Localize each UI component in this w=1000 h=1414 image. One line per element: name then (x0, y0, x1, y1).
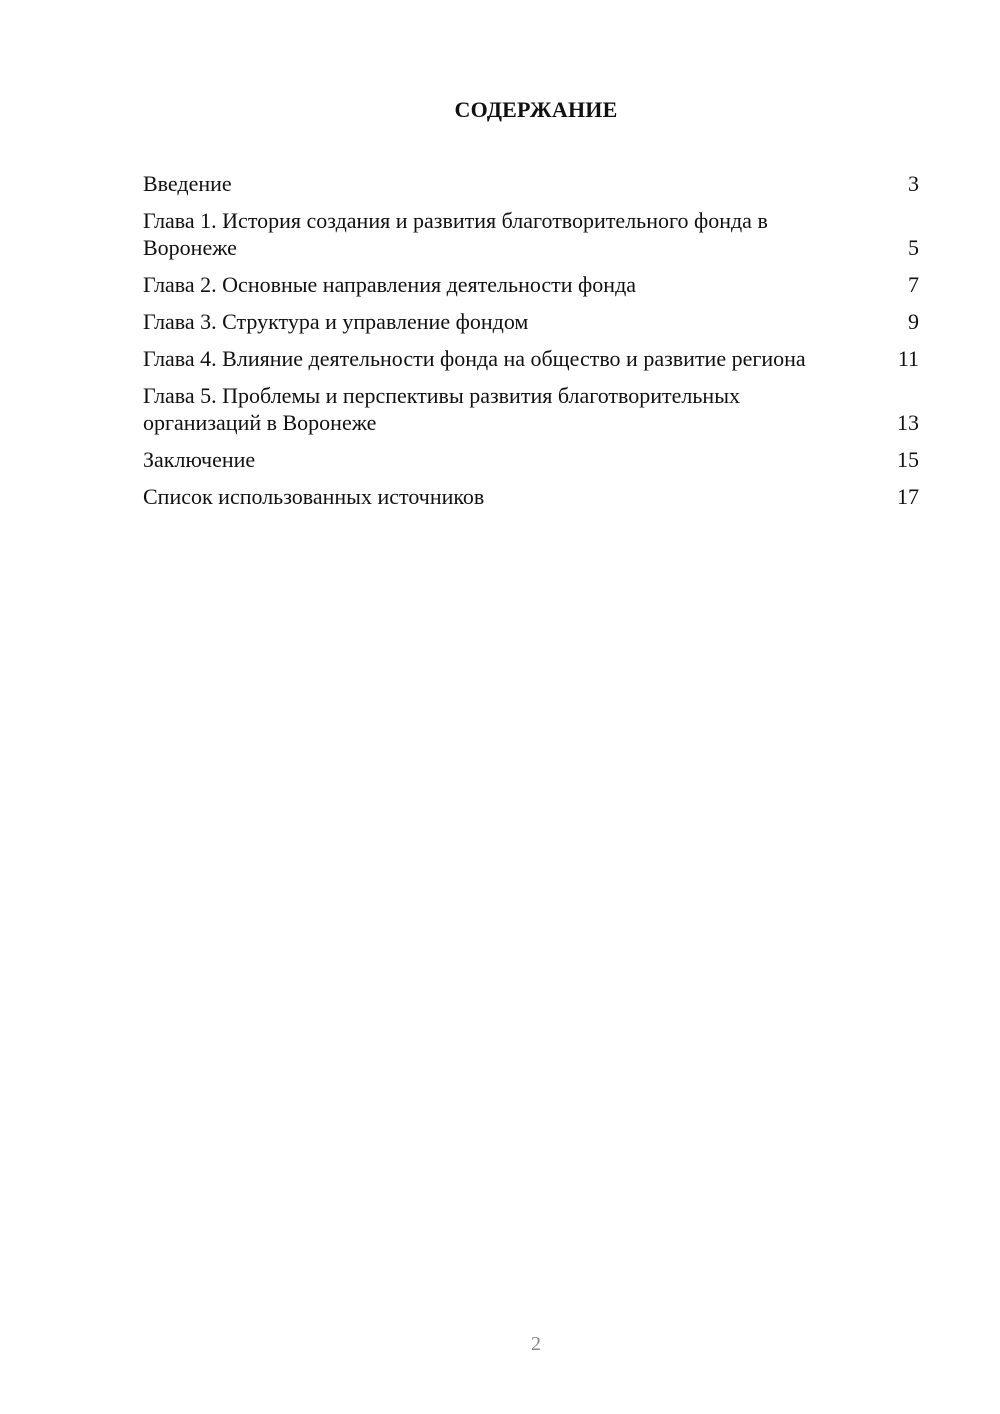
toc-entry-title: Глава 4. Влияние деятельности фонда на общество и развитие региона (143, 346, 806, 371)
toc-entry-references (143, 483, 919, 510)
toc-entry-page: 11 (897, 346, 919, 371)
toc-entry-title: Глава 1. История создания и развития благотворительного фонда в Воронеже (143, 208, 768, 260)
toc-entry-chapter-5 (143, 382, 919, 436)
toc-entry-title: Введение (143, 171, 232, 196)
toc-entry-title: Список использованных источников (143, 484, 485, 509)
toc-entry-chapter-2 (143, 271, 919, 298)
toc-entry-title: Глава 5. Проблемы и перспективы развития благотворительных организаций в Воронеже (143, 383, 740, 435)
toc-entry-page: 3 (908, 171, 919, 196)
toc-entry-page: 9 (908, 309, 919, 334)
page-number: 2 (531, 1333, 541, 1355)
toc-entry-conclusion (143, 446, 919, 473)
toc-entry-page: 5 (908, 235, 919, 260)
toc-entry-introduction (143, 170, 919, 197)
toc-entry-chapter-3 (143, 308, 919, 335)
toc-entry-page: 17 (897, 484, 919, 509)
toc-entry-page: 13 (897, 410, 919, 435)
toc-entry-title: Заключение (143, 447, 256, 472)
toc-entry-chapter-4 (143, 345, 919, 372)
table-of-contents (143, 170, 919, 520)
page-title: СОДЕРЖАНИЕ (454, 97, 618, 122)
toc-entry-page: 15 (897, 447, 919, 472)
toc-entry-title: Глава 2. Основные направления деятельности фонда (143, 272, 637, 297)
toc-entry-page: 7 (908, 272, 919, 297)
toc-entry-chapter-1 (143, 207, 919, 261)
toc-entry-title: Глава 3. Структура и управление фондом (143, 309, 529, 334)
